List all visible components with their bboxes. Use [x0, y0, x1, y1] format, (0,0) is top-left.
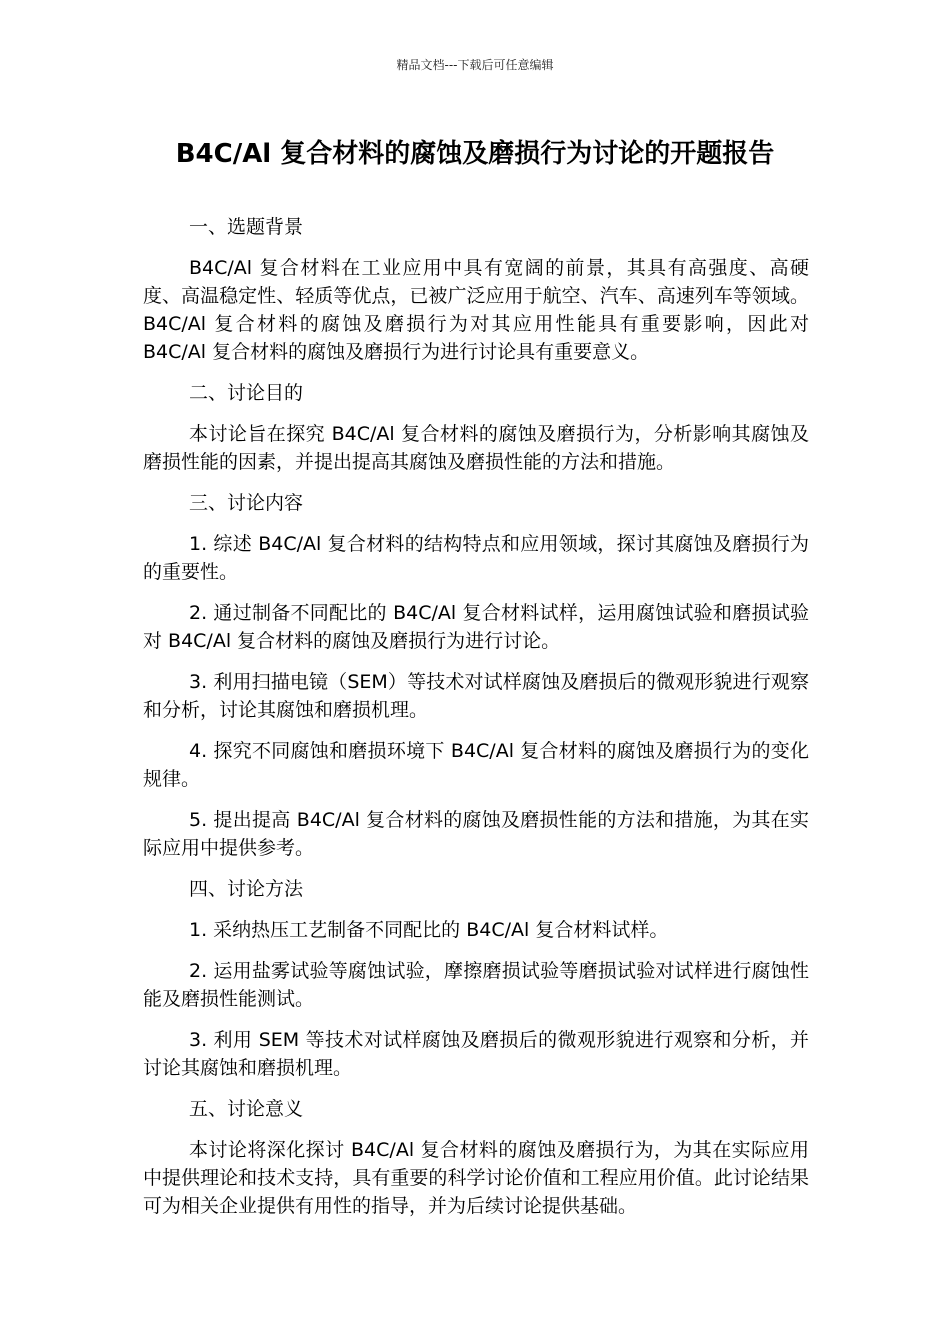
paragraph-background: B4C/Al 复合材料在工业应用中具有宽阔的前景，其具有高强度、高硬度、高温稳定性、轻质等优点，已被广泛应用于航空、汽车、高速列车等领域。B4C/Al 复合材料的腐蚀及磨损行为对其应用性能具有重要影响，因此对 B4C/Al 复合材料的腐蚀及磨损行为进行讨论具有重要意义。 [143, 257, 809, 363]
content-item-2: 2. 通过制备不同配比的 B4C/Al 复合材料试样，运用腐蚀试验和磨损试验对 B4C/Al 复合材料的腐蚀及磨损行为进行讨论。 [143, 602, 809, 652]
section-heading-method: 四、讨论方法 [189, 878, 304, 900]
section-heading-significance: 五、讨论意义 [189, 1098, 304, 1120]
method-item-2: 2. 运用盐雾试验等腐蚀试验，摩擦磨损试验等磨损试验对试样进行腐蚀性能及磨损性能测试。 [143, 960, 809, 1010]
section-heading-content: 三、讨论内容 [189, 492, 304, 514]
method-item-1: 1. 采纳热压工艺制备不同配比的 B4C/Al 复合材料试样。 [189, 919, 669, 941]
document-title: B4C/Al 复合材料的腐蚀及磨损行为讨论的开题报告 [175, 139, 775, 169]
document-body [143, 213, 809, 1233]
section-heading-purpose: 二、讨论目的 [189, 382, 304, 404]
method-item-3: 3. 利用 SEM 等技术对试样腐蚀及磨损后的微观形貌进行观察和分析，并讨论其腐蚀和磨损机理。 [143, 1029, 809, 1079]
section-heading-background: 一、选题背景 [189, 216, 304, 238]
content-item-3: 3. 利用扫描电镜（SEM）等技术对试样腐蚀及磨损后的微观形貌进行观察和分析，讨论其腐蚀和磨损机理。 [143, 671, 809, 721]
content-item-4: 4. 探究不同腐蚀和磨损环境下 B4C/Al 复合材料的腐蚀及磨损行为的变化规律。 [143, 740, 809, 790]
content-item-5: 5. 提出提高 B4C/Al 复合材料的腐蚀及磨损性能的方法和措施，为其在实际应用中提供参考。 [143, 809, 809, 859]
content-item-1: 1. 综述 B4C/Al 复合材料的结构特点和应用领域，探讨其腐蚀及磨损行为的重要性。 [143, 533, 809, 583]
paragraph-purpose: 本讨论旨在探究 B4C/Al 复合材料的腐蚀及磨损行为，分析影响其腐蚀及磨损性能的因素，并提出提高其腐蚀及磨损性能的方法和措施。 [143, 423, 809, 473]
paragraph-significance: 本讨论将深化探讨 B4C/Al 复合材料的腐蚀及磨损行为，为其在实际应用中提供理论和技术支持，具有重要的科学讨论价值和工程应用价值。此讨论结果可为相关企业提供有用性的指导，并为后续讨论提供基础。 [143, 1139, 809, 1217]
page-header-note: 精品文档---下载后可任意编辑 [396, 58, 554, 72]
